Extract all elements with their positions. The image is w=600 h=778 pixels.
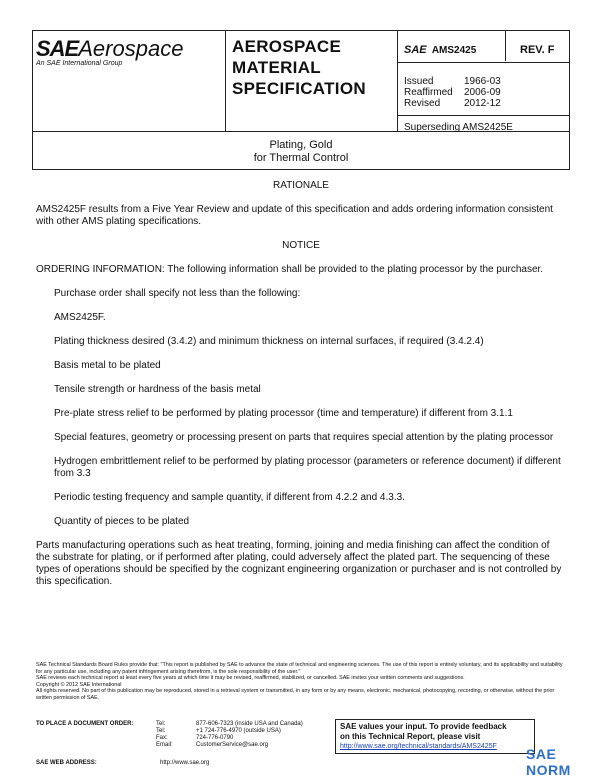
feedback-link[interactable]: http://www.sae.org/technical/standards/AMS2425F [340, 743, 497, 750]
list-item: Special features, geometry or processing present on parts that requires special attention by the plating processor [54, 432, 554, 443]
date-block [404, 76, 516, 109]
date-row [404, 87, 516, 98]
notice-heading: NOTICE [282, 240, 320, 251]
header-divider [225, 31, 226, 131]
fine-print-line: Copyright © 2012 SAE International [36, 681, 122, 688]
sae-aerospace-logo [36, 36, 183, 62]
list-item: AMS2425F. [54, 312, 106, 323]
date-value: 2006-09 [464, 87, 501, 98]
doc-type-line: AEROSPACE [232, 37, 342, 56]
contact-key: Fax: [156, 735, 168, 741]
contact-value: 724-776-0790 [196, 735, 234, 741]
document-type [232, 36, 366, 99]
logo-sae-text: SAE [36, 36, 79, 61]
sae-mark: SAE [404, 44, 427, 56]
order-contacts [36, 721, 303, 749]
contact-value: 877-606-7323 (inside USA and Canada) [196, 721, 303, 727]
fine-print-line: All rights reserved. No part of this publication may be reproduced, stored in a retrieval system or transmitted, in any form or by any means, electronic, mechanical, photocopying, recording, or otherwise, without the prior written permission of SAE. [36, 688, 555, 701]
contact-key: Tel: [156, 721, 166, 727]
web-address-link[interactable]: http://www.sae.org [160, 760, 210, 766]
title-line: for Thermal Control [253, 152, 349, 164]
date-value: 2012-12 [464, 98, 501, 109]
document-number [404, 44, 476, 56]
list-item: Pre-plate stress relief to be performed by plating processor (time and temperature) if different from 3.1.1 [54, 408, 513, 419]
date-label: Revised [404, 98, 441, 109]
feedback-box [335, 719, 535, 754]
header-divider [397, 31, 398, 131]
order-label: TO PLACE A DOCUMENT ORDER: [36, 721, 134, 727]
date-label: Reaffirmed [404, 87, 453, 98]
list-item: Basis metal to be plated [54, 360, 161, 371]
logo-subtitle: An SAE International Group [36, 60, 123, 67]
list-item: Tensile strength or hardness of the basis metal [54, 384, 261, 395]
feedback-text: on this Technical Report, please visit [340, 732, 481, 741]
fine-print-line: SAE Technical Standards Board Rules provide that: "This report is published by SAE to advance the state of technical and engineering sciences. The use of this report is entirely voluntary, and its applicability and suitability for any particular use, including any patent infringement arising therefrom, is the sole responsibility of the user." [36, 662, 563, 675]
list-item: Quantity of pieces to be plated [54, 516, 190, 527]
header-divider [505, 31, 506, 61]
date-value: 1966-03 [464, 76, 501, 87]
closing-text: Parts manufacturing operations such as heat treating, forming, joining and media finishing can affect the condition of the substrate for plating, or if performed after plating, could adversely affect the plated part. The sequencing of these types of operations should be specified by the cognizant engineering organization or purchaser and is not controlled by this specification. [36, 540, 562, 587]
contact-key: Tel: [156, 728, 166, 734]
doc-number-text: AMS2425 [431, 45, 477, 56]
fine-print-line: SAE reviews each technical report at least every five years at which time it may be revised, reaffirmed, stabilized, or cancelled. SAE invites your written comments and suggestions. [36, 675, 465, 682]
list-item: Plating thickness desired (3.4.2) and minimum thickness on internal surfaces, if required (3.4.2.4) [54, 336, 484, 347]
fine-print [36, 662, 566, 702]
title-line: Plating, Gold [269, 139, 333, 151]
feedback-text: SAE values your input. To provide feedback [340, 722, 507, 731]
list-item: Periodic testing frequency and sample quantity, if different from 4.2.2 and 4.3.3. [54, 492, 405, 503]
email-link[interactable]: CustomerService@sae.org [196, 742, 269, 748]
list-item: Hydrogen embrittlement relief to be performed by plating processor (parameters or reference document) if different from 3.3 [54, 456, 561, 479]
doc-type-line: MATERIAL [232, 58, 321, 77]
rationale-text: AMS2425F results from a Five Year Review and update of this specification and adds ordering information consistent with other AMS plating specifications. [36, 204, 553, 227]
header-divider [397, 115, 569, 116]
contact-value: +1 724-776-4970 (outside USA) [196, 728, 281, 734]
ordering-text: ORDERING INFORMATION: The following information shall be provided to the plating processor by the purchaser. [36, 264, 544, 275]
revision: REV. F [520, 44, 555, 56]
header-divider [397, 62, 569, 63]
date-label: Issued [404, 76, 434, 87]
doc-type-line: SPECIFICATION [232, 79, 366, 98]
date-row [404, 76, 516, 87]
list-intro: Purchase order shall specify not less than the following: [54, 288, 301, 299]
document-body [36, 180, 566, 588]
date-row [404, 98, 516, 109]
contact-key: Email: [156, 742, 173, 748]
logo-aerospace-text: Aerospace [78, 36, 184, 61]
superseding: Superseding AMS2425E [404, 122, 513, 133]
web-address-label: SAE WEB ADDRESS: [36, 760, 97, 766]
rationale-heading: RATIONALE [273, 180, 329, 191]
watermark: SAE NORM [526, 746, 571, 778]
document-title [32, 132, 570, 170]
